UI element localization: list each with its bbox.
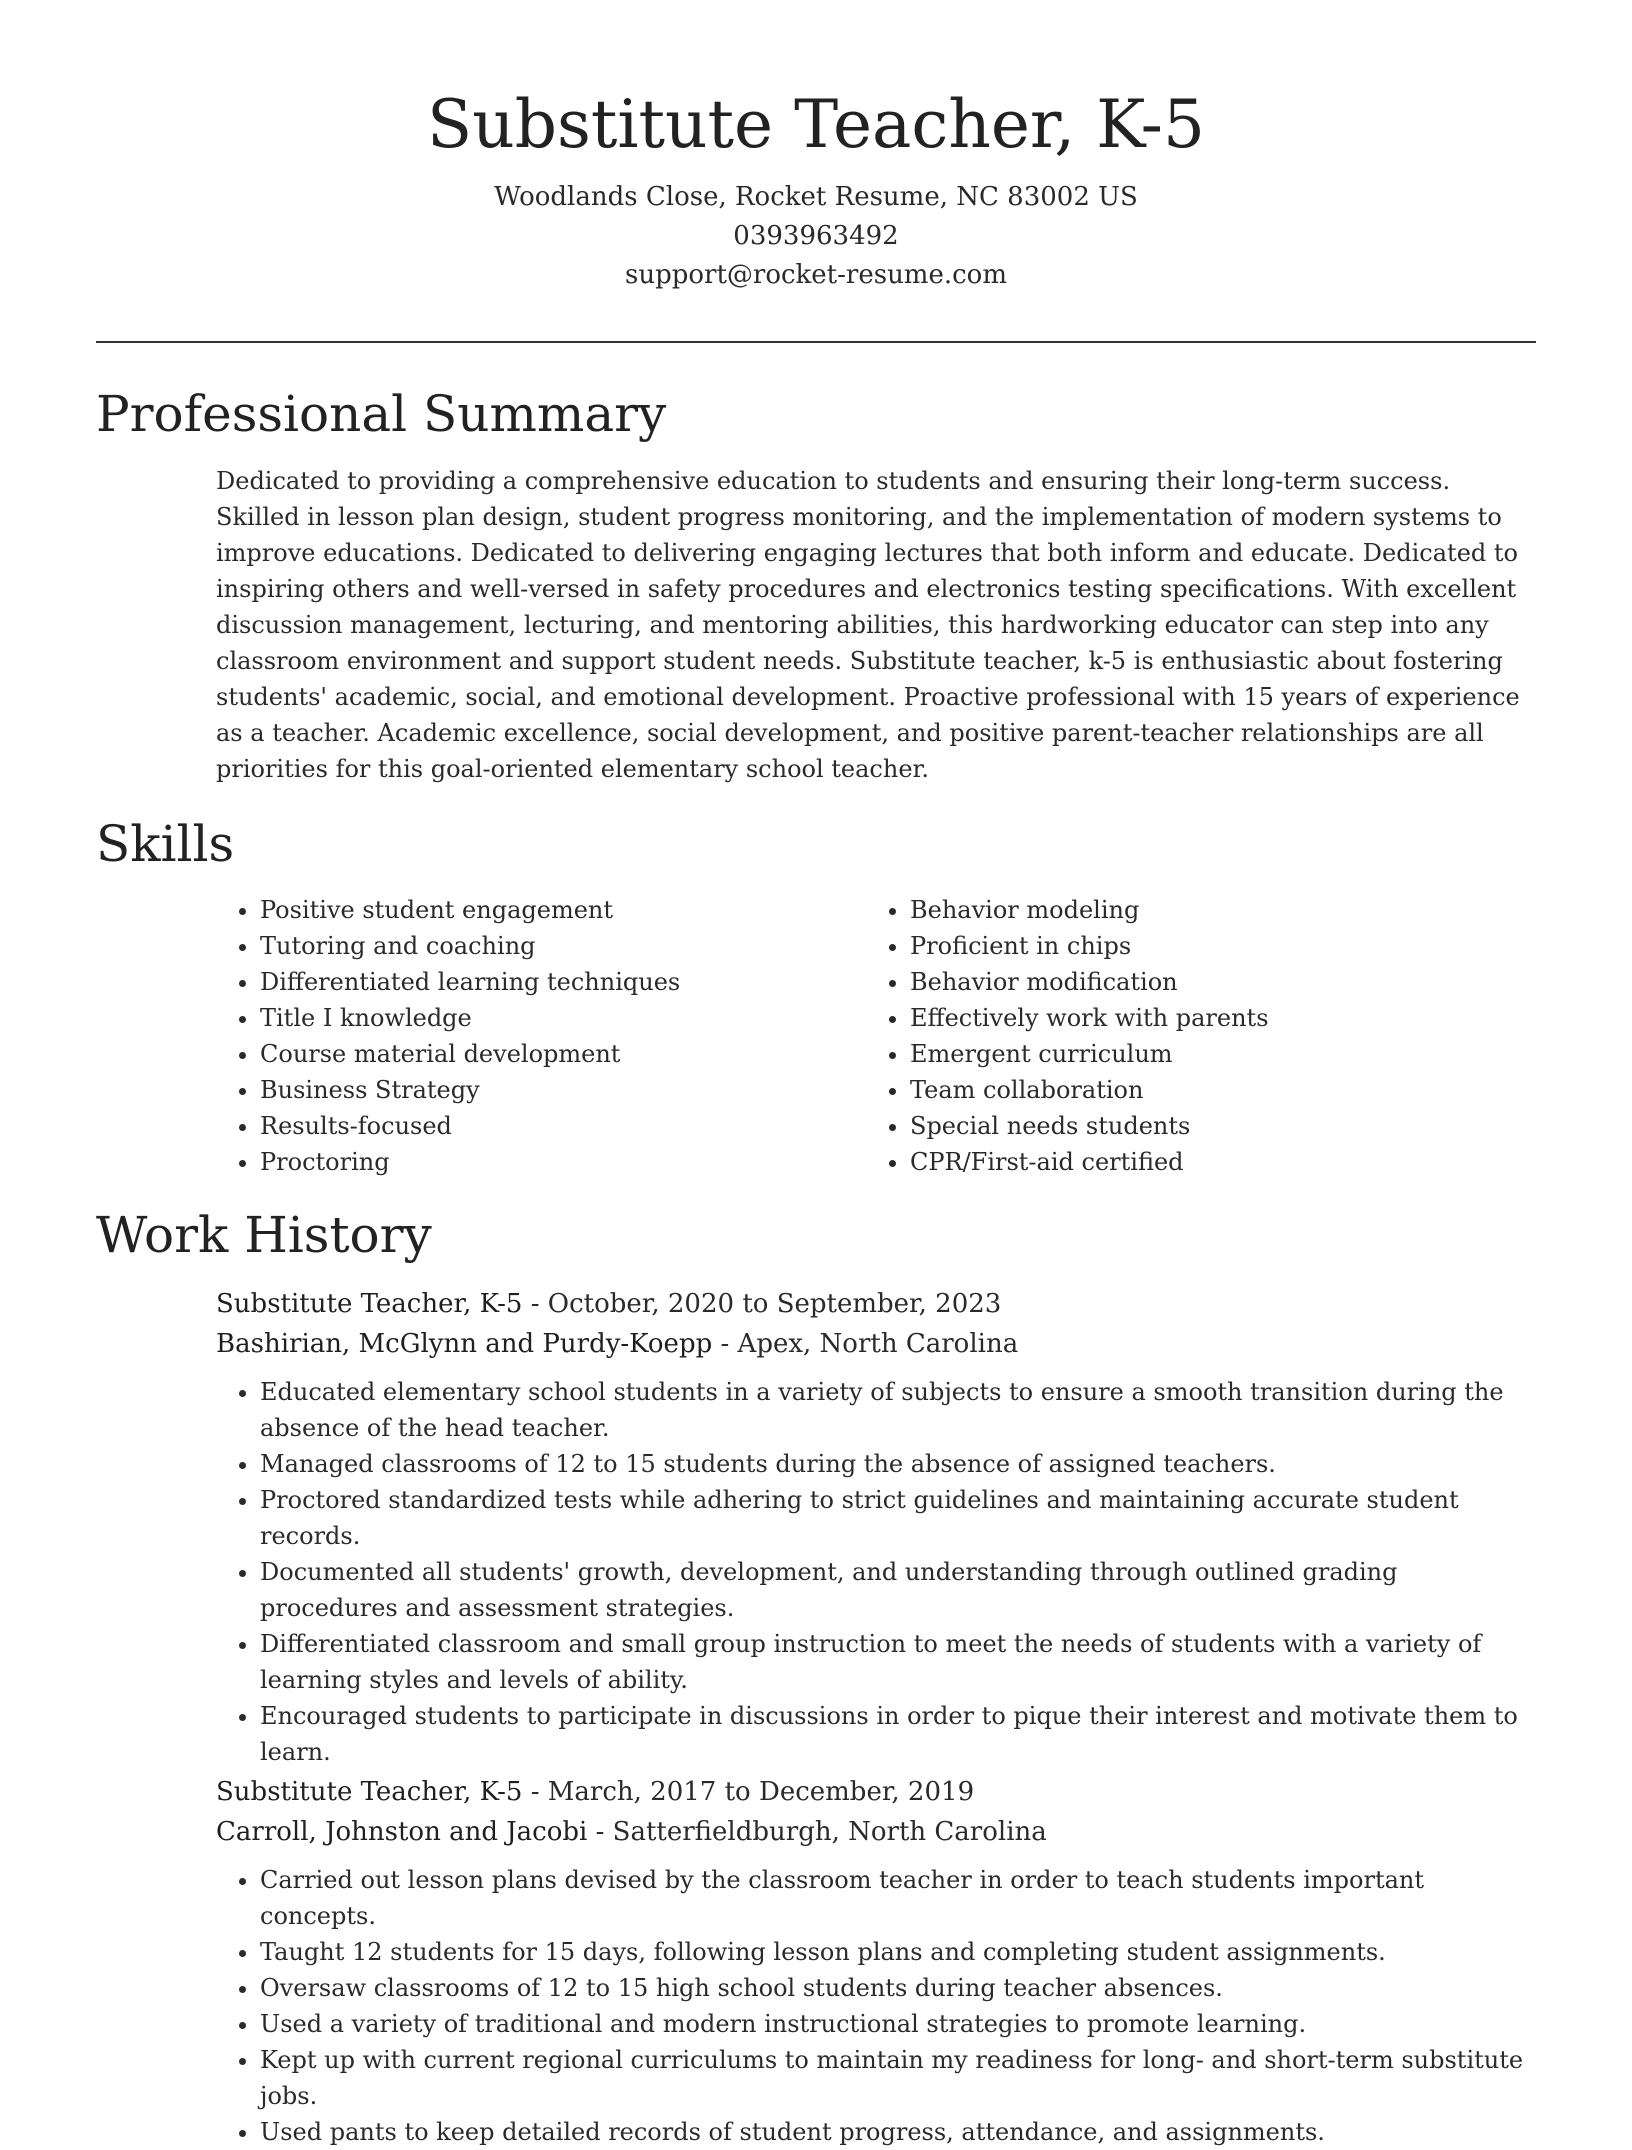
job-bullet: • Managed classrooms of 12 to 15 students during the absence of assigned teachers. [260,1446,1540,1482]
job-bullets [216,1862,1540,2150]
job-role: Substitute Teacher, K-5 [216,1777,523,1807]
skill-item: • Results-focused [260,1108,816,1144]
job-dates: - October, 2020 to September, 2023 [522,1289,1002,1319]
summary-text: Dedicated to providing a comprehensive education to students and ensuring their long-term success. Skilled in lesson plan design, student progress monitoring, and the implementation of modern systems to improve educations. Dedicated to delivering engaging lectures that both inform and educate. Dedicated to inspiring others and well-versed in safety procedures and electronics testing specifications. With excellent discussion management, lecturing, and mentoring abilities, this hardworking educator can step into any classroom environment and support student needs. Substitute teacher, k-5 is enthusiastic about fostering students' academic, social, and emotional development. Proactive professional with 15 years of experience as a teacher. Academic excellence, social development, and positive parent-teacher relationships are all priorities for this goal-oriented elementary school teacher. [216,467,1520,783]
skill-item: • Special needs students [910,1108,1526,1144]
contact-address: Woodlands Close, Rocket Resume, NC 83002 US [494,182,1138,212]
job-entry [216,1284,1540,1770]
job-bullet: • Carried out lesson plans devised by the classroom teacher in order to teach students important concepts. [260,1862,1540,1934]
job-entry [216,1772,1540,2150]
skills-column-right [866,892,1526,1180]
job-company: Bashirian, McGlynn and Purdy-Koepp [216,1329,713,1359]
header-divider [96,341,1536,343]
skill-item: • Positive student engagement [260,892,816,928]
job-title-line [216,1284,1540,1324]
skill-item: • Behavior modification [910,964,1526,1000]
job-employer-line [216,1324,1540,1364]
skill-item: • Business Strategy [260,1072,816,1108]
skill-item: • Emergent curriculum [910,1036,1526,1072]
job-location: - Apex, North Carolina [712,1329,1019,1359]
skill-item: • Tutoring and coaching [260,928,816,964]
job-role: Substitute Teacher, K-5 [216,1289,523,1319]
job-bullet: • Kept up with current regional curriculums to maintain my readiness for long- and short-term substitute jobs. [260,2042,1540,2114]
resume-header [0,80,1632,295]
job-bullet: • Used a variety of traditional and modern instructional strategies to promote learning. [260,2006,1540,2042]
job-bullet: • Oversaw classrooms of 12 to 15 high school students during teacher absences. [260,1970,1540,2006]
skills-heading: Skills [96,815,235,873]
job-employer-line [216,1812,1540,1852]
job-bullet: • Encouraged students to participate in discussions in order to pique their interest and motivate them to learn. [260,1698,1540,1770]
contact-phone: 0393963492 [733,221,899,251]
skill-item: • Effectively work with parents [910,1000,1526,1036]
job-bullet: • Educated elementary school students in a variety of subjects to ensure a smooth transition during the absence of the head teacher. [260,1374,1540,1446]
skill-item: • Title I knowledge [260,1000,816,1036]
job-title-line [216,1772,1540,1812]
skill-item: • Proficient in chips [910,928,1526,964]
candidate-name: Substitute Teacher, K-5 [427,86,1205,163]
skill-item: • Team collaboration [910,1072,1526,1108]
job-bullet: • Documented all students' growth, development, and understanding through outlined grading procedures and assessment strategies. [260,1554,1540,1626]
job-location: - Satterfieldburgh, North Carolina [587,1817,1047,1847]
skill-item: • Proctoring [260,1144,816,1180]
job-bullets [216,1374,1540,1770]
job-dates: - March, 2017 to December, 2019 [522,1777,975,1807]
skill-item: • Course material development [260,1036,816,1072]
job-bullet: • Differentiated classroom and small group instruction to meet the needs of students with a variety of learning styles and levels of ability. [260,1626,1540,1698]
skill-item: • CPR/First-aid certified [910,1144,1526,1180]
job-company: Carroll, Johnston and Jacobi [216,1817,588,1847]
job-bullet: • Proctored standardized tests while adhering to strict guidelines and maintaining accurate student records. [260,1482,1540,1554]
job-bullet: • Taught 12 students for 15 days, following lesson plans and completing student assignments. [260,1934,1540,1970]
contact-email: support@rocket-resume.com [624,260,1007,290]
skills-list-right [866,892,1526,1180]
summary-heading: Professional Summary [96,385,667,443]
skills-list-left [216,892,816,1180]
skill-item: • Behavior modeling [910,892,1526,928]
skills-column-left [216,892,816,1180]
job-bullet: • Used pants to keep detailed records of student progress, attendance, and assignments. [260,2114,1540,2150]
work-history-heading: Work History [96,1206,432,1264]
skill-item: • Differentiated learning techniques [260,964,816,1000]
